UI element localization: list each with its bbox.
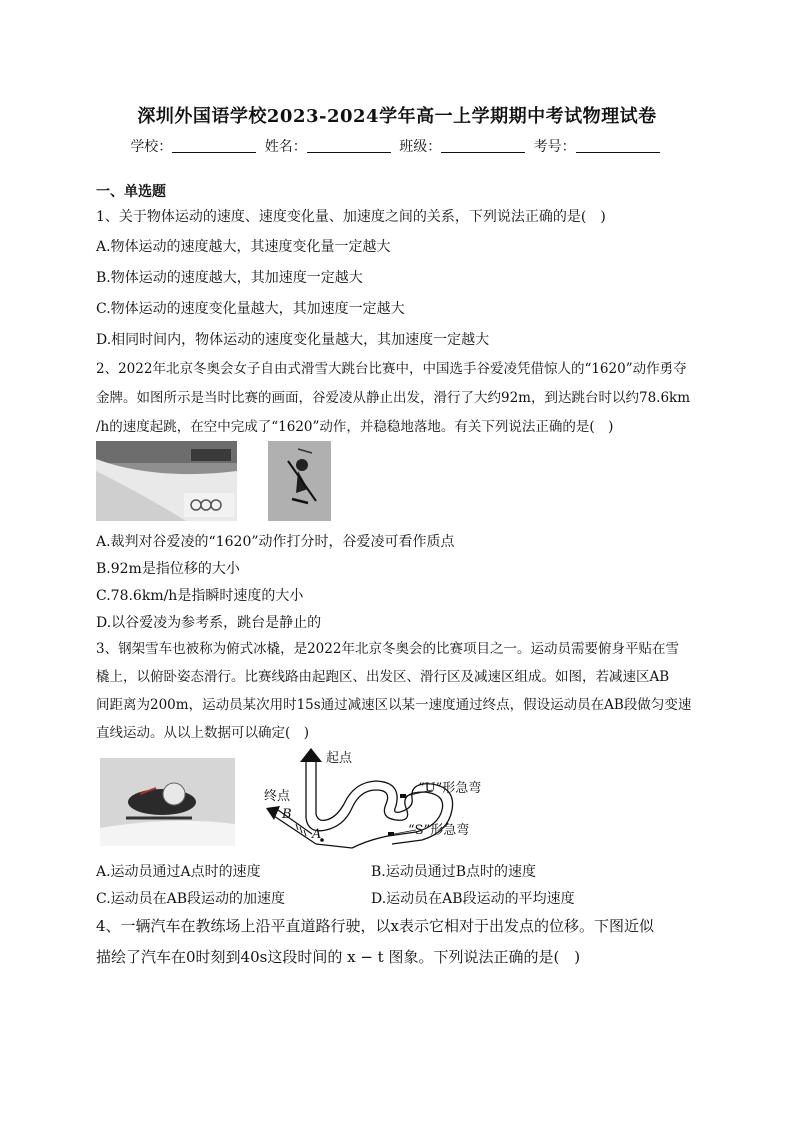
label-s-turn: “S”形急弯 — [408, 823, 470, 838]
skeleton-sled-photo — [100, 758, 235, 846]
q3-option-a: A.运动员通过A点时的速度 — [96, 864, 261, 880]
label-u-turn: “U”形急弯 — [418, 781, 482, 796]
q1-option-a: A.物体运动的速度越大，其速度变化量一定越大 — [96, 239, 391, 255]
q2-option-c: C.78.6km/h是指瞬时速度的大小 — [96, 588, 304, 604]
q1-option-c: C.物体运动的速度变化量越大，其加速度一定越大 — [96, 301, 405, 317]
q3-option-c: C.运动员在AB段运动的加速度 — [96, 891, 286, 907]
skier-in-air-photo — [268, 441, 331, 521]
q2-stem-line3: /h的速度起跳，在空中完成了“1620”动作，并稳稳地落地。有关下列说法正确的是( ) — [96, 419, 614, 435]
q2-option-d: D.以谷爱凌为参考系，跳台是静止的 — [96, 615, 322, 631]
student-info-fields — [0, 136, 794, 156]
label-start: 起点 — [326, 751, 353, 766]
name-blank[interactable] — [307, 138, 391, 153]
start-arrow-icon — [300, 748, 322, 762]
q3-stem-line1: 3、钢架雪车也被称为俯式冰橇，是2022年北京冬奥会的比赛项目之一。运动员需要俯身平贴在雪 — [96, 641, 679, 657]
q2-stem-line1: 2、2022年北京冬奥会女子自由式滑雪大跳台比赛中，中国选手谷爱凌凭借惊人的“1620”动作勇夺 — [96, 361, 687, 377]
q3-stem-line3: 间距离为200m，运动员某次用时15s通过减速区以某一速度通过终点，假设运动员在AB段做匀变速 — [96, 697, 692, 713]
track-diagram — [256, 748, 506, 858]
exam-title: 深圳外国语学校2023-2024学年高一上学期期中考试物理试卷 — [137, 106, 657, 127]
label-point-b: B — [282, 807, 292, 822]
q3-option-b: B.运动员通过B点时的速度 — [371, 864, 537, 880]
q1-stem: 1、关于物体运动的速度、速度变化量、加速度之间的关系，下列说法正确的是( ) — [96, 209, 606, 225]
class-label: 班级： — [399, 139, 442, 155]
section-title: 一、单选题 — [96, 184, 166, 200]
q2-option-b: B.92m是指位移的大小 — [96, 561, 240, 577]
q2-stem-line2: 金牌。如图所示是当时比赛的画面，谷爱凌从静止出发，滑行了大约92m，到达跳台时以约78.6km — [96, 390, 691, 406]
q1-option-b: B.物体运动的速度越大，其加速度一定越大 — [96, 270, 363, 286]
q4-stem-line2: 描绘了汽车在0时刻到40s这段时间的 x − t 图象。下列说法正确的是( ) — [96, 948, 581, 966]
q3-stem-line2: 橇上，以俯卧姿态滑行。比赛线路由起跑区、出发区、滑行区及减速区组成。如图，若减速区AB — [96, 669, 670, 685]
label-end: 终点 — [264, 789, 291, 804]
school-blank[interactable] — [172, 138, 256, 153]
class-blank[interactable] — [441, 138, 525, 153]
q4-stem-line1: 4、一辆汽车在教练场上沿平直道路行驶，以x表示它相对于出发点的位移。下图近似 — [96, 917, 655, 935]
q2-option-a: A.裁判对谷爱凌的“1620”动作打分时，谷爱凌可看作质点 — [96, 534, 455, 550]
name-label: 姓名： — [264, 139, 307, 155]
number-label: 考号： — [533, 139, 576, 155]
ski-jump-venue-photo — [96, 441, 237, 521]
q1-option-d: D.相同时间内，物体运动的速度变化量越大，其加速度一定越大 — [96, 332, 490, 348]
label-point-a: A — [312, 827, 322, 842]
number-blank[interactable] — [576, 138, 660, 153]
q3-option-d: D.运动员在AB段运动的平均速度 — [371, 891, 575, 907]
school-label: 学校： — [130, 139, 173, 155]
q3-stem-line4: 直线运动。从以上数据可以确定( ) — [96, 725, 310, 741]
